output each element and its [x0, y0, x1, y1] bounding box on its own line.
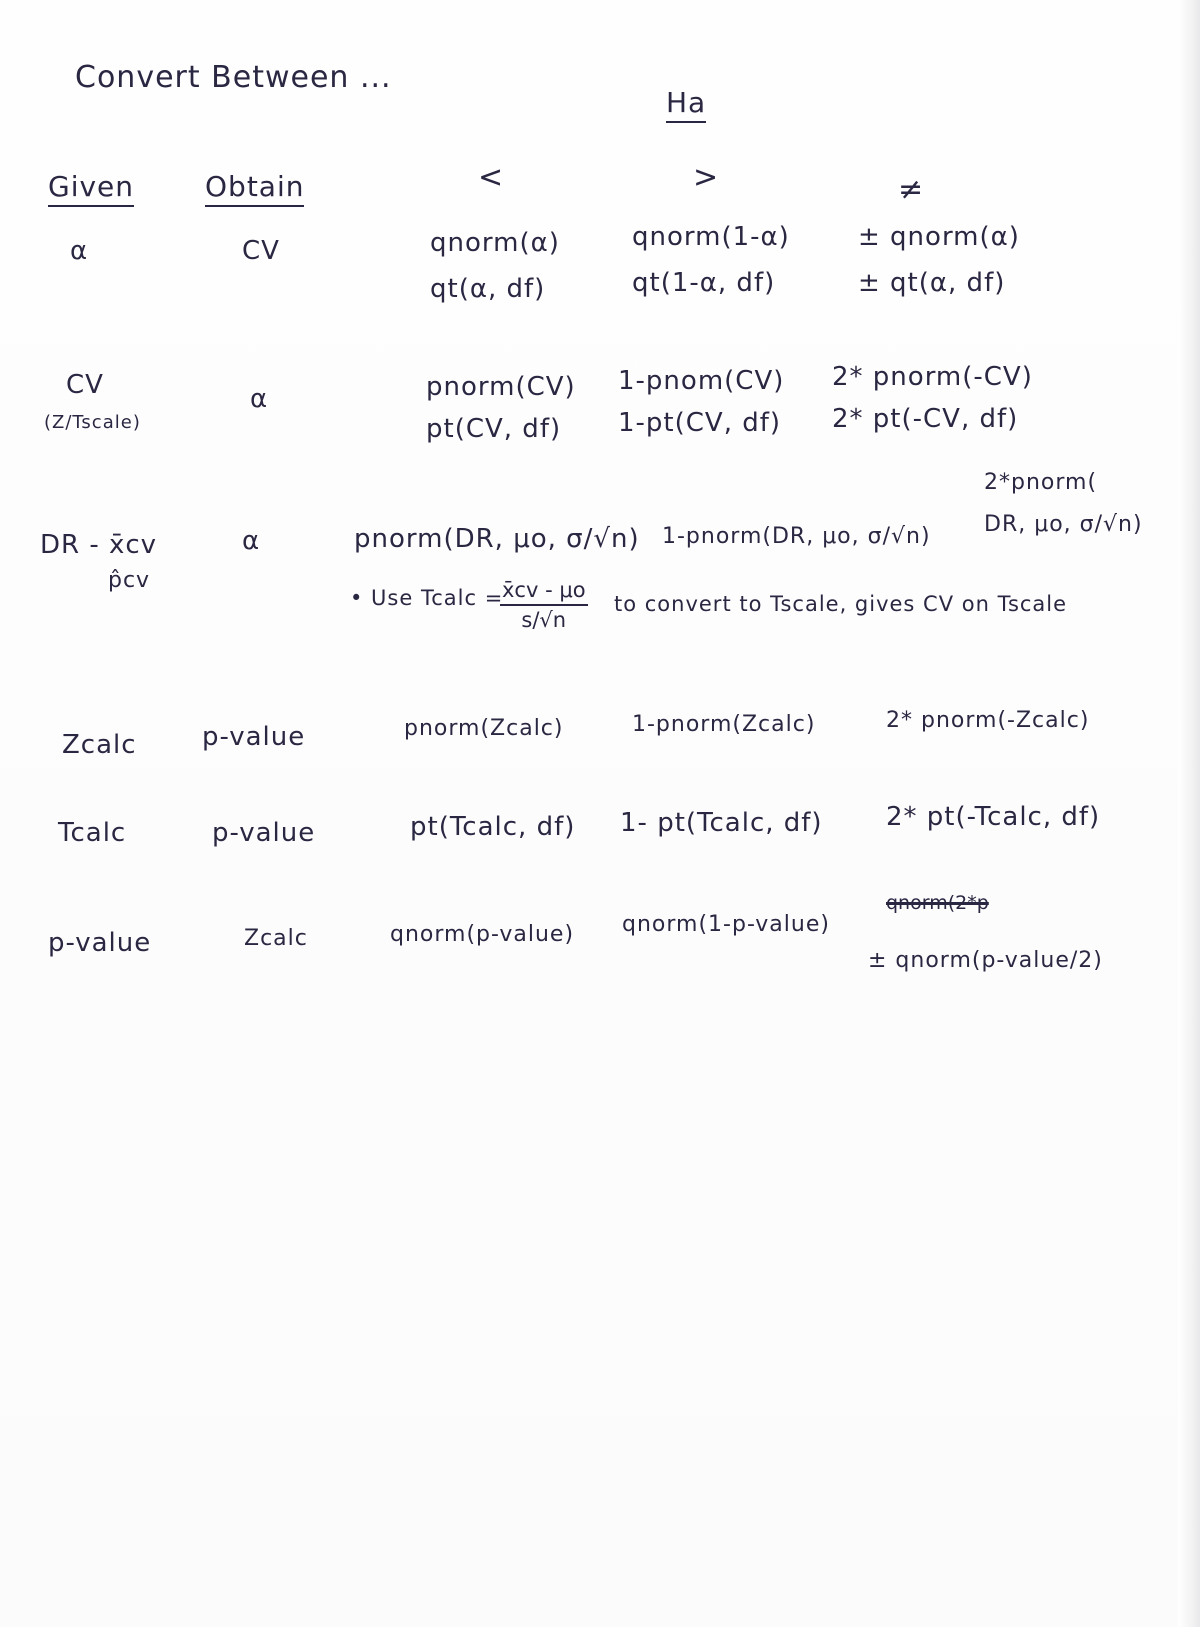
row3-greater: 1-pnorm(DR, μo, σ/√n) — [662, 524, 931, 549]
row1-obtain: CV — [242, 236, 280, 266]
row1-given: α — [70, 236, 89, 266]
tcalc-fraction — [500, 578, 588, 632]
row5-notequal: 2* pt(-Tcalc, df) — [886, 802, 1101, 832]
given-header: Given — [48, 170, 134, 207]
row5-given: Tcalc — [58, 818, 127, 848]
obtain-header: Obtain — [205, 170, 304, 207]
row4-given: Zcalc — [62, 730, 137, 760]
row3-given-sub: p̂cv — [108, 568, 151, 593]
row2-notequal-1: 2* pnorm(-CV) — [832, 362, 1033, 392]
row3-given: DR - x̄cv — [40, 530, 158, 560]
row2-less-1: pnorm(CV) — [426, 372, 576, 402]
row1-notequal-2: ± qt(α, df) — [858, 268, 1006, 298]
row4-less: pnorm(Zcalc) — [404, 716, 564, 741]
row3-notequal-2: DR, μo, σ/√n) — [984, 512, 1143, 537]
ha-heading: Ha — [666, 86, 706, 123]
row5-obtain: p-value — [212, 818, 316, 848]
row1-greater-2: qt(1-α, df) — [632, 268, 776, 298]
row2-obtain: α — [250, 384, 269, 414]
tcalc-numerator: x̄cv - μo — [500, 578, 588, 606]
row2-greater-2: 1-pt(CV, df) — [618, 408, 782, 438]
row5-less: pt(Tcalc, df) — [410, 812, 576, 842]
page-title: Convert Between ... — [75, 60, 392, 95]
row1-greater-1: qnorm(1-α) — [632, 222, 790, 252]
row6-less: qnorm(p-value) — [390, 922, 575, 947]
row2-notequal-2: 2* pt(-CV, df) — [832, 404, 1019, 434]
row4-obtain: p-value — [202, 722, 306, 752]
row1-notequal-1: ± qnorm(α) — [858, 222, 1020, 252]
less-than-symbol: < — [478, 160, 505, 195]
page-edge-shadow — [1178, 0, 1200, 1627]
row4-notequal: 2* pnorm(-Zcalc) — [886, 708, 1090, 733]
row4-greater: 1-pnorm(Zcalc) — [632, 712, 816, 737]
row2-given-sub: (Z/Tscale) — [44, 412, 141, 433]
row3-less: pnorm(DR, μo, σ/√n) — [354, 524, 640, 554]
row5-greater: 1- pt(Tcalc, df) — [620, 808, 823, 838]
greater-than-symbol: > — [693, 160, 720, 195]
tcalc-note-prefix: • Use Tcalc = — [350, 586, 504, 610]
row2-given: CV — [66, 370, 104, 400]
not-equal-symbol: ≠ — [898, 172, 925, 207]
row2-less-2: pt(CV, df) — [426, 414, 562, 444]
row6-obtain: Zcalc — [244, 926, 308, 951]
row1-less-1: qnorm(α) — [430, 228, 560, 258]
row2-greater-1: 1-pnom(CV) — [618, 366, 785, 396]
row6-notequal: ± qnorm(p-value/2) — [868, 948, 1103, 973]
row6-given: p-value — [48, 928, 152, 958]
tcalc-denominator: s/√n — [521, 608, 567, 632]
tcalc-note-suffix: to convert to Tscale, gives CV on Tscale — [614, 592, 1068, 616]
row6-greater: qnorm(1-p-value) — [622, 912, 830, 937]
row3-notequal-1: 2*pnorm( — [984, 470, 1098, 495]
row1-less-2: qt(α, df) — [430, 274, 546, 304]
row6-notequal-struck: qnorm(2*p — [886, 892, 989, 914]
row3-obtain: α — [242, 526, 261, 556]
